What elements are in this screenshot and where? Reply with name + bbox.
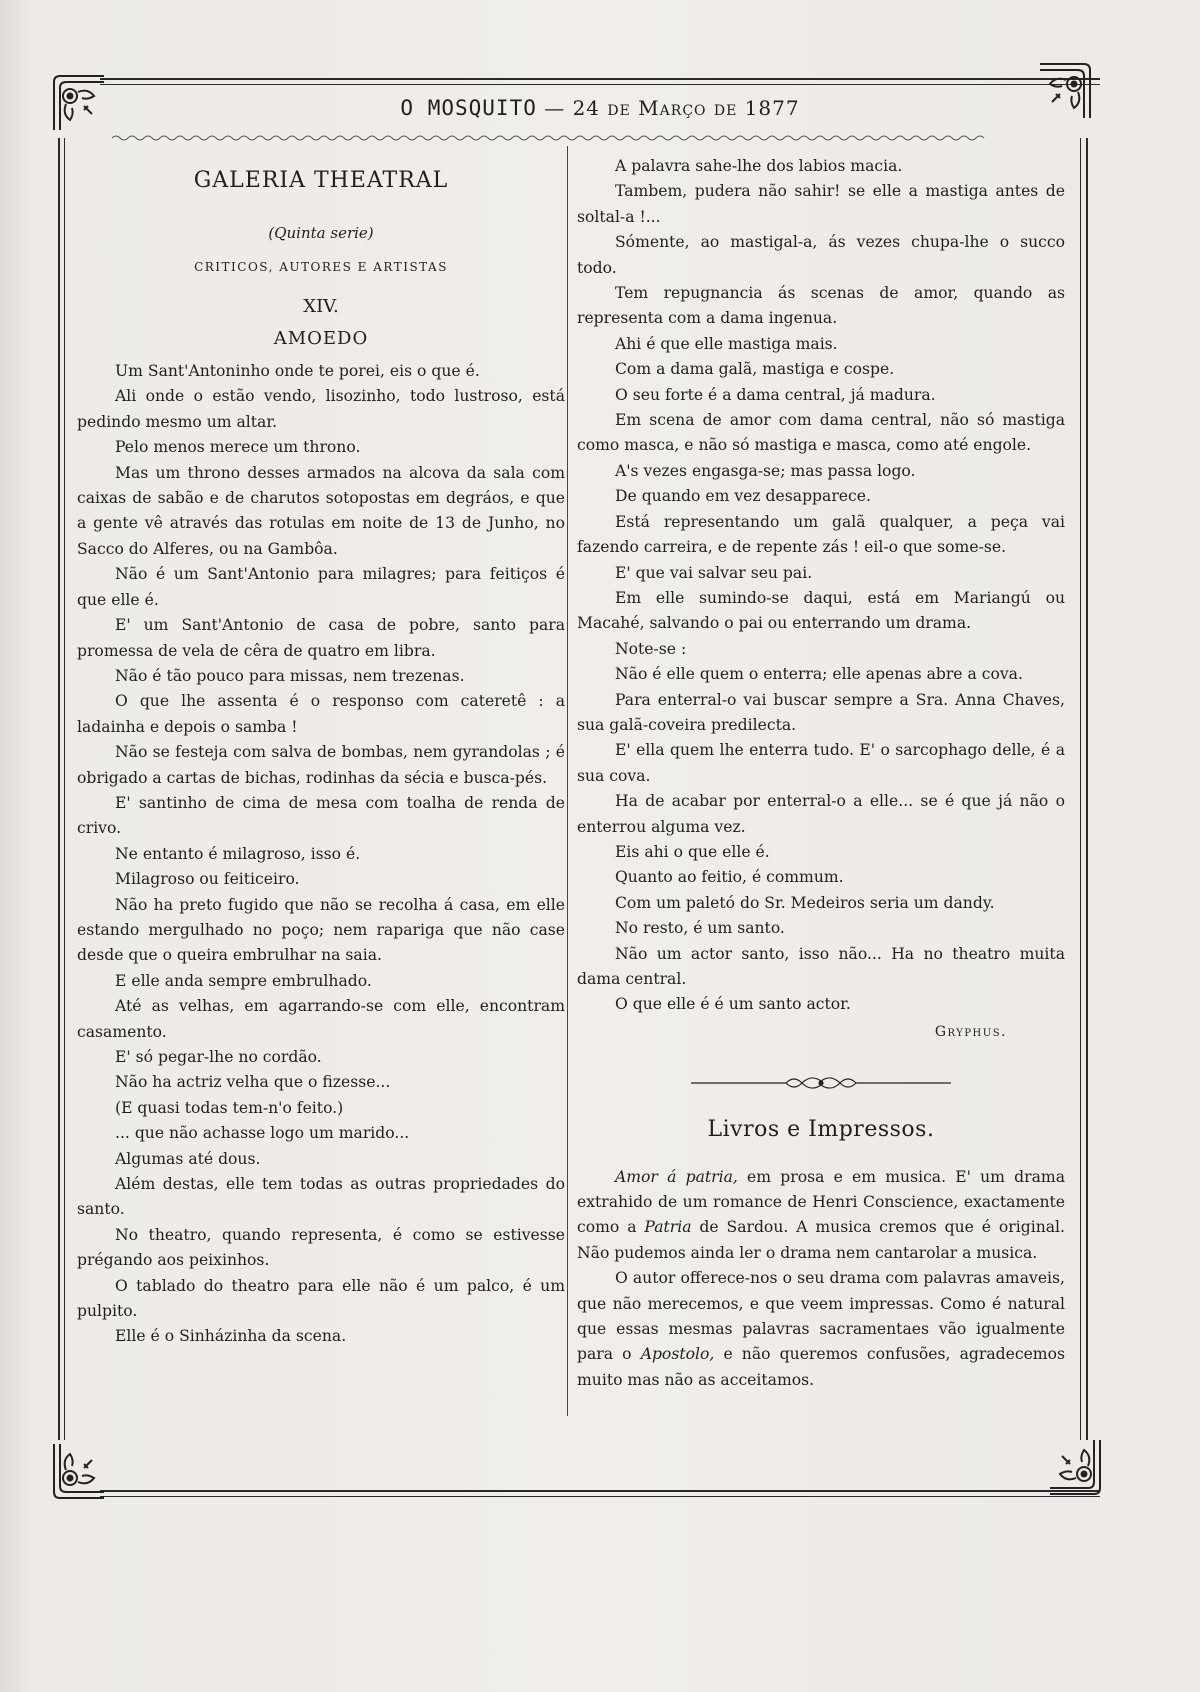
paragraph: (E quasi todas tem-n'o feito.) bbox=[115, 1098, 344, 1117]
paragraph: Tambem, pudera não sahir! se elle a mastiga antes de soltal-a !... bbox=[577, 182, 1065, 226]
paragraph: Mas um throno desses armados na alcova da sala com caixas de sabão e de charutos sotopostas em degráos, e que a gente vê através das rotulas em noite de 13 de Junho, no Sacco do Alferes, ou na Gambôa. bbox=[77, 463, 565, 558]
books-paragraph bbox=[577, 1266, 1065, 1393]
section-ornament bbox=[691, 1073, 951, 1093]
header-separator: — bbox=[544, 96, 566, 120]
paragraph: Não ha actriz velha que o fizesse... bbox=[115, 1073, 391, 1092]
paragraph: No resto, é um santo. bbox=[615, 919, 785, 938]
paragraph: Algumas até dous. bbox=[115, 1149, 261, 1168]
paragraph: Não é elle quem o enterra; elle apenas abre a cova. bbox=[615, 665, 1023, 684]
header-wavy-rule bbox=[112, 134, 1032, 142]
author-signature: Gryphus. bbox=[934, 1023, 1007, 1040]
text-span: e não queremos confusões, agradecemos muito mas não as acceitamos. bbox=[577, 1345, 1065, 1389]
paragraph: Elle é o Sinházinha da scena. bbox=[115, 1327, 347, 1346]
frame-right-line bbox=[1086, 138, 1088, 1440]
paragraph: Quanto ao feitio, é commum. bbox=[615, 868, 844, 887]
paragraph: Não se festeja com salva de bombas, nem gyrandolas ; é obrigado a cartas de bichas, rodinhas da sécia e busca-pés. bbox=[77, 743, 565, 787]
paragraph: O tablado do theatro para elle não é um palco, é um pulpito. bbox=[77, 1276, 565, 1321]
paragraph: A's vezes engasga-se; mas passa logo. bbox=[615, 461, 916, 480]
issue-date: 24 de Março de 1877 bbox=[572, 96, 800, 120]
paragraph: Além destas, elle tem todas as outras propriedades do santo. bbox=[77, 1175, 565, 1219]
text-span: em prosa e em musica. E' um drama extrahido de um romance de Henri Conscience, exactamente como a bbox=[577, 1167, 1065, 1237]
paragraph: Milagroso ou feiticeiro. bbox=[115, 870, 300, 889]
series-label: (Quinta serie) bbox=[268, 224, 374, 243]
paragraph: Pelo menos merece um throno. bbox=[115, 438, 361, 457]
paragraph: Com a dama galã, mastiga e cospe. bbox=[615, 360, 895, 379]
left-column bbox=[77, 168, 565, 1350]
corner-ornament-bottom-right bbox=[1046, 1436, 1110, 1500]
frame-top-line-inner bbox=[100, 84, 1100, 85]
paragraph: Sómente, ao mastigal-a, ás vezes chupa-lhe o succo todo. bbox=[577, 233, 1065, 277]
paragraph: Até as velhas, em agarrando-se com elle, encontram casamento. bbox=[77, 997, 565, 1041]
paragraph: Em scena de amor com dama central, não só mastiga como masca, e não só mastiga e masca, como até engole. bbox=[577, 411, 1065, 455]
column-divider bbox=[567, 146, 568, 1416]
frame-left-line-inner bbox=[64, 138, 65, 1440]
paragraph: Ne entanto é milagroso, isso é. bbox=[115, 844, 361, 863]
paragraph: Um Sant'Antoninho onde te porei, eis o que é. bbox=[115, 362, 480, 381]
corner-ornament-bottom-left bbox=[44, 1440, 108, 1504]
page-header bbox=[120, 96, 1080, 132]
newspaper-reference-italic: Apostolo, bbox=[640, 1345, 715, 1364]
book-title-italic: Amor á patria, bbox=[615, 1167, 738, 1186]
paragraph: E' santinho de cima de mesa com toalha de renda de crivo. bbox=[77, 793, 565, 838]
paragraph: Ha de acabar por enterral-o a elle... se é que já não o enterrou alguma vez. bbox=[577, 792, 1065, 836]
frame-right-line-inner bbox=[1080, 138, 1081, 1440]
paragraph: E' só pegar-lhe no cordão. bbox=[115, 1048, 322, 1066]
subheading: CRITICOS, AUTORES E ARTISTAS bbox=[194, 259, 448, 274]
paragraph: Para enterral-o vai buscar sempre a Sra. Anna Chaves, sua galã-coveira predilecta. bbox=[577, 690, 1065, 734]
text-span: O autor offerece-nos o seu drama com palavras amaveis, que não merecemos, e que veem impressas. Como é natural que essas mesmas palavras sacramentaes vão igualmente para o bbox=[577, 1269, 1065, 1364]
section-title: GALERIA THEATRAL bbox=[193, 168, 449, 193]
paragraph: Eis ahi o que elle é. bbox=[615, 842, 770, 861]
frame-top-line bbox=[100, 78, 1100, 80]
paragraph: O que elle é é um santo actor. bbox=[615, 995, 851, 1014]
frame-left-line bbox=[58, 138, 60, 1440]
paragraph: Está representando um galã qualquer, a peça vai fazendo carreira, e de repente zás ! eil-o que some-se. bbox=[577, 512, 1065, 557]
paragraph: E' ella quem lhe enterra tudo. E' o sarcophago delle, é a sua cova. bbox=[577, 741, 1065, 785]
paragraph: E elle anda sempre embrulhado. bbox=[115, 971, 372, 990]
paragraph: Não ha preto fugido que não se recolha á casa, em elle estando mergulhado no poço; nem rapariga que não case desde que o queira embrulhar na saia. bbox=[77, 895, 565, 965]
paragraph: O seu forte é a dama central, já madura. bbox=[615, 385, 936, 404]
paragraph: O que lhe assenta é o responso com cateretê : a ladainha e depois o samba ! bbox=[77, 692, 565, 736]
frame-bottom-line bbox=[100, 1490, 1100, 1492]
paragraph: Note-se : bbox=[615, 639, 687, 658]
paragraph: Não é um Sant'Antonio para milagres; para feitiços é que elle é. bbox=[77, 565, 565, 609]
article-subject-name: AMOEDO bbox=[273, 327, 369, 349]
newspaper-name: O MOSQUITO bbox=[400, 96, 537, 120]
paragraph: E' que vai salvar seu pai. bbox=[615, 563, 813, 582]
paragraph: Com um paletó do Sr. Medeiros seria um dandy. bbox=[615, 893, 995, 912]
paragraph: ... que não achasse logo um marido... bbox=[115, 1124, 410, 1143]
paragraph: Tem repugnancia ás scenas de amor, quando as representa com a dama ingenua. bbox=[577, 284, 1065, 328]
paragraph: De quando em vez desapparece. bbox=[615, 487, 871, 506]
paragraph: E' um Sant'Antonio de casa de pobre, santo para promessa de vela de cêra de quatro em libra. bbox=[77, 616, 565, 660]
paragraph: Ali onde o estão vendo, lisozinho, todo lustroso, está pedindo mesmo um altar. bbox=[77, 387, 565, 431]
frame-bottom-line-inner bbox=[100, 1496, 1100, 1497]
text-span: de Sardou. A musica cremos que é original. Não pudemos ainda ler o drama nem cantarolar a musica. bbox=[577, 1218, 1065, 1262]
article-number: XIV. bbox=[303, 296, 339, 318]
right-column bbox=[577, 154, 1065, 1393]
paragraph: A palavra sahe-lhe dos labios macia. bbox=[615, 157, 903, 175]
books-paragraph bbox=[577, 1165, 1065, 1267]
paragraph: Ahi é que elle mastiga mais. bbox=[615, 334, 838, 353]
paragraph: Não é tão pouco para missas, nem trezenas. bbox=[115, 666, 465, 685]
paragraph: No theatro, quando representa, é como se estivesse prégando aos peixinhos. bbox=[77, 1225, 565, 1270]
paragraph: Não um actor santo, isso não... Ha no theatro muita dama central. bbox=[577, 944, 1065, 988]
book-reference-italic: Patria bbox=[644, 1218, 692, 1237]
corner-ornament-top-left bbox=[44, 70, 108, 134]
paragraph: Em elle sumindo-se daqui, está em Mariangú ou Macahé, salvando o pai ou enterrando um drama. bbox=[577, 588, 1065, 633]
books-section-title: Livros e Impressos. bbox=[707, 1117, 935, 1143]
